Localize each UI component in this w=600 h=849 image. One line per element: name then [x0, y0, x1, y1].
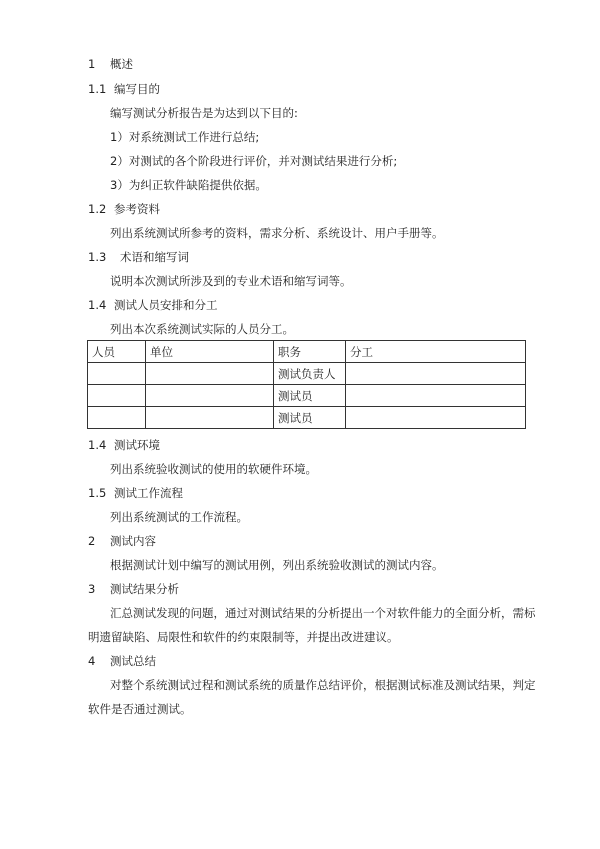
paragraph-1-2: 列出系统测试所参考的资料，需求分析、系统设计、用户手册等。 [110, 226, 444, 240]
paragraph-1-5: 列出系统测试的工作流程。 [110, 510, 248, 524]
paragraph-4-line: 软件是否通过测试。 [88, 702, 192, 716]
table-cell [146, 363, 274, 385]
paragraph-1-4-staff: 列出本次系统测试实际的人员分工。 [110, 322, 294, 336]
table-header-cell: 单位 [146, 341, 274, 363]
table-header-row [88, 341, 526, 363]
heading-1-4-environment: 1.4 测试环境 [88, 438, 160, 452]
heading-1: 1 概述 [88, 57, 133, 71]
table-cell: 测试员 [274, 385, 346, 407]
table-cell [88, 385, 146, 407]
heading-1-1: 1.1 编写目的 [88, 82, 160, 96]
paragraph-4-line: 对整个系统测试过程和测试系统的质量作总结评价，根据测试标准及测试结果，判定 [110, 678, 536, 692]
table-header-cell: 分工 [346, 341, 526, 363]
staff-table [87, 340, 526, 429]
heading-4: 4 测试总结 [88, 654, 156, 668]
list-item: 1）对系统测试工作进行总结; [110, 130, 260, 144]
list-item: 3）为纠正软件缺陷提供依据。 [110, 178, 267, 192]
table-row [88, 407, 526, 429]
table-cell [346, 385, 526, 407]
table-cell [346, 363, 526, 385]
list-item: 2）对测试的各个阶段进行评价，并对测试结果进行分析; [110, 154, 398, 168]
table-cell: 测试负责人 [274, 363, 346, 385]
heading-3: 3 测试结果分析 [88, 582, 179, 596]
heading-1-3: 1.3 术语和缩写词 [88, 250, 189, 264]
table-cell [146, 407, 274, 429]
table-cell [346, 407, 526, 429]
table-cell [88, 407, 146, 429]
table-row [88, 363, 526, 385]
paragraph-1-4-environment: 列出系统验收测试的使用的软硬件环境。 [110, 462, 317, 476]
table-row [88, 385, 526, 407]
table-cell: 测试员 [274, 407, 346, 429]
heading-1-2: 1.2 参考资料 [88, 202, 160, 216]
paragraph-2: 根据测试计划中编写的测试用例，列出系统验收测试的测试内容。 [110, 558, 444, 572]
table-cell [146, 385, 274, 407]
paragraph-1-3: 说明本次测试所涉及到的专业术语和缩写词等。 [110, 274, 352, 288]
table-cell [88, 363, 146, 385]
table-header-cell: 职务 [274, 341, 346, 363]
table-header-cell: 人员 [88, 341, 146, 363]
heading-2: 2 测试内容 [88, 534, 156, 548]
paragraph-1-1: 编写测试分析报告是为达到以下目的: [110, 106, 298, 120]
paragraph-3-line: 汇总测试发现的问题，通过对测试结果的分析提出一个对软件能力的全面分析，需标 [110, 606, 536, 620]
heading-1-4-staff: 1.4 测试人员安排和分工 [88, 298, 218, 312]
paragraph-3-line: 明遗留缺陷、局限性和软件的约束限制等，并提出改进建议。 [88, 630, 399, 644]
heading-1-5: 1.5 测试工作流程 [88, 486, 183, 500]
